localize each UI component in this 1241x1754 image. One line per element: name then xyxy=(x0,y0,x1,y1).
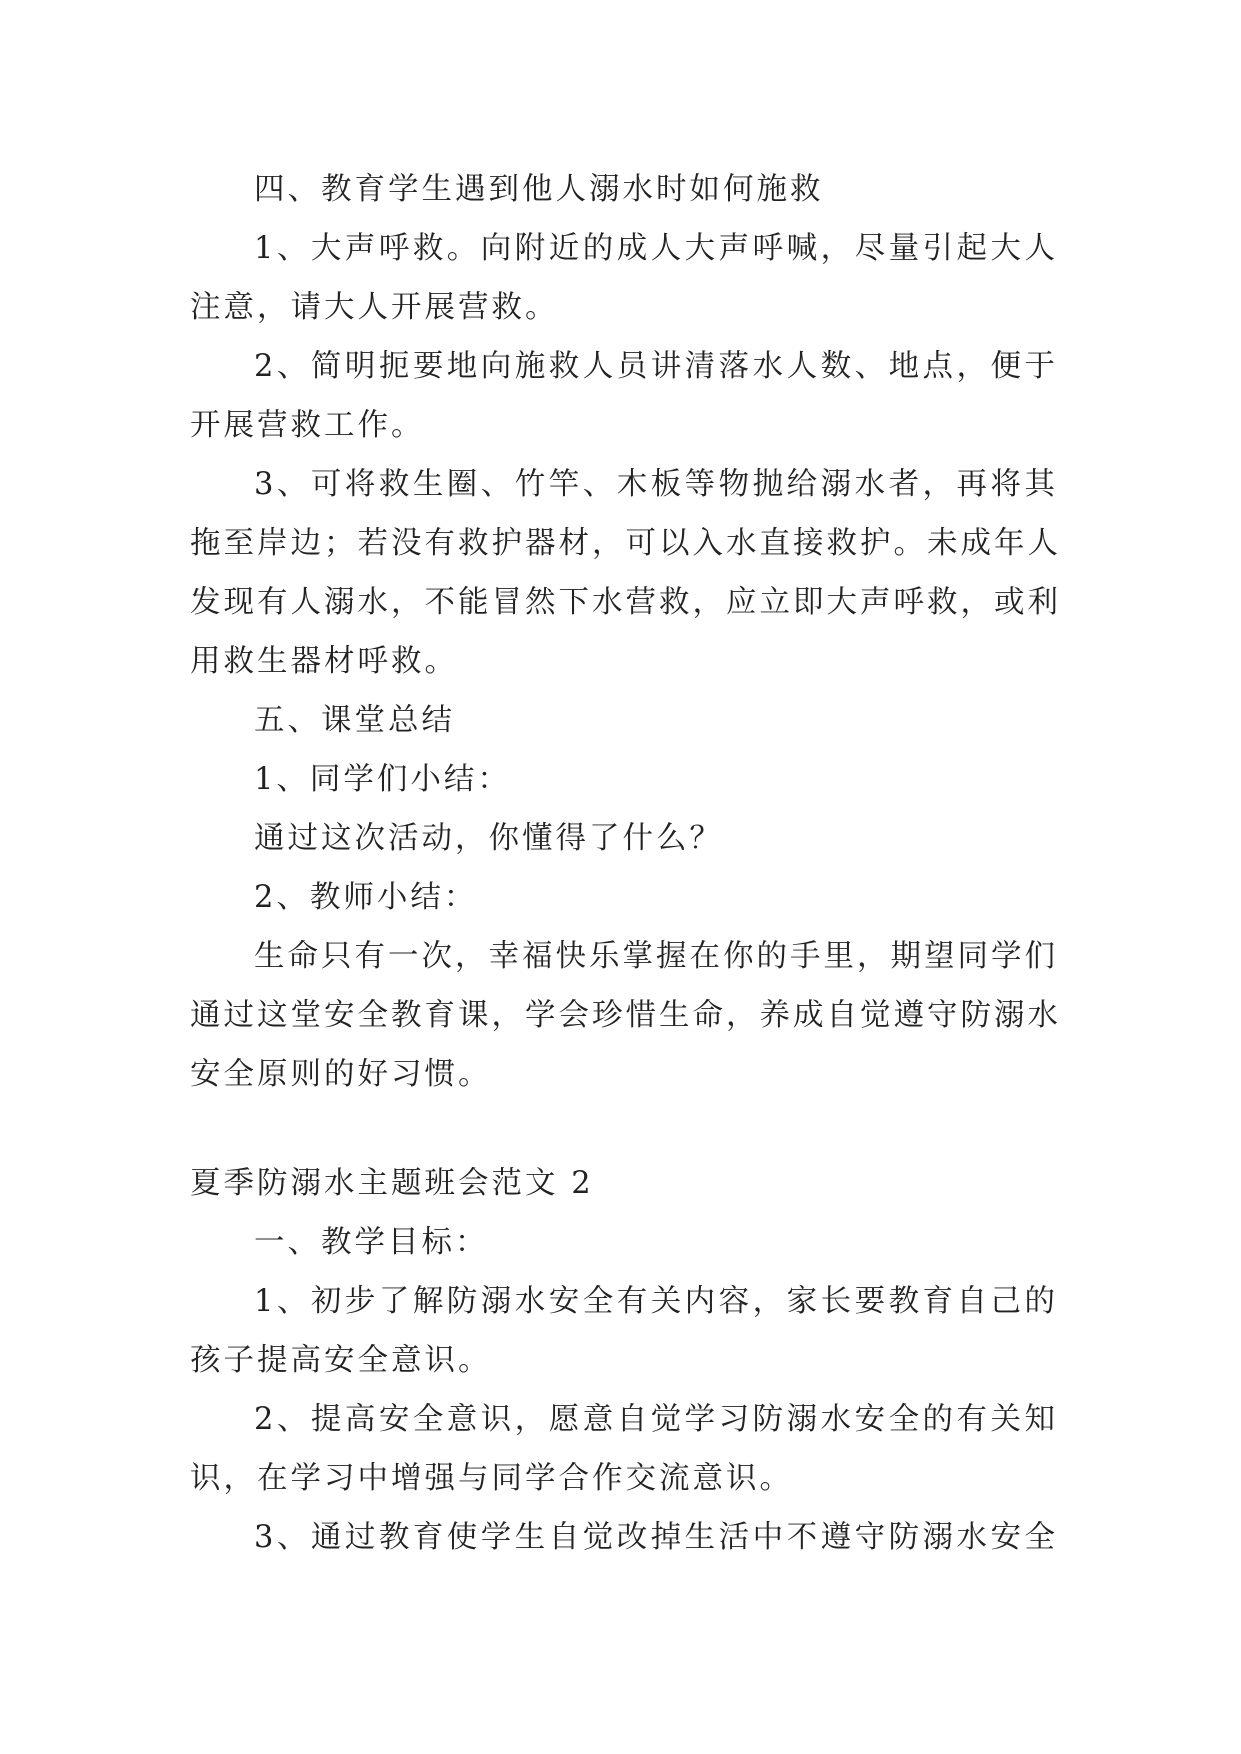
paragraph-line: 注意，请大人开展营救。 xyxy=(190,290,559,325)
paragraph-line: 1、初步了解防溺水安全有关内容，家长要教育自己的 xyxy=(254,1284,1058,1319)
paragraph-line: 3、可将救生圈、竹竿、木板等物抛给溺水者，再将其 xyxy=(254,467,1058,502)
section-heading-rescue: 四、教育学生遇到他人溺水时如何施救 xyxy=(254,172,824,207)
paragraph-line: 2、简明扼要地向施救人员讲清落水人数、地点，便于 xyxy=(254,349,1058,384)
paragraph-line: 识，在学习中增强与同学合作交流意识。 xyxy=(190,1461,793,1496)
paragraph-line: 开展营救工作。 xyxy=(190,408,425,443)
paragraph-line: 2、教师小结： xyxy=(254,880,478,915)
section-heading-summary: 五、课堂总结 xyxy=(254,703,455,738)
section-heading-goals: 一、教学目标： xyxy=(254,1225,489,1260)
paragraph-line: 3、通过教育使学生自觉改掉生活中不遵守防溺水安全 xyxy=(254,1520,1058,1555)
paragraph-line: 通过这次活动，你懂得了什么？ xyxy=(254,821,723,856)
paragraph-line: 拖至岸边；若没有救护器材，可以入水直接救护。未成年人 xyxy=(190,526,1061,561)
paragraph-line: 发现有人溺水，不能冒然下水营救，应立即大声呼救，或利 xyxy=(190,585,1061,620)
paragraph-line: 1、同学们小结： xyxy=(254,762,511,797)
document-body xyxy=(190,160,1061,1567)
paragraph-line: 安全原则的好习惯。 xyxy=(190,1057,492,1092)
document-title: 夏季防溺水主题班会范文 2 xyxy=(190,1166,594,1201)
paragraph-line: 孩子提高安全意识。 xyxy=(190,1343,492,1378)
paragraph-line: 1、大声呼救。向附近的成人大声呼喊，尽量引起大人 xyxy=(254,231,1058,266)
paragraph-line: 通过这堂安全教育课，学会珍惜生命，养成自觉遵守防溺水 xyxy=(190,998,1061,1033)
section-spacer xyxy=(190,1104,1058,1154)
paragraph-line: 用救生器材呼救。 xyxy=(190,644,458,679)
paragraph-line: 生命只有一次，幸福快乐掌握在你的手里，期望同学们 xyxy=(254,939,1058,974)
paragraph-line: 2、提高安全意识，愿意自觉学习防溺水安全的有关知 xyxy=(254,1402,1058,1437)
